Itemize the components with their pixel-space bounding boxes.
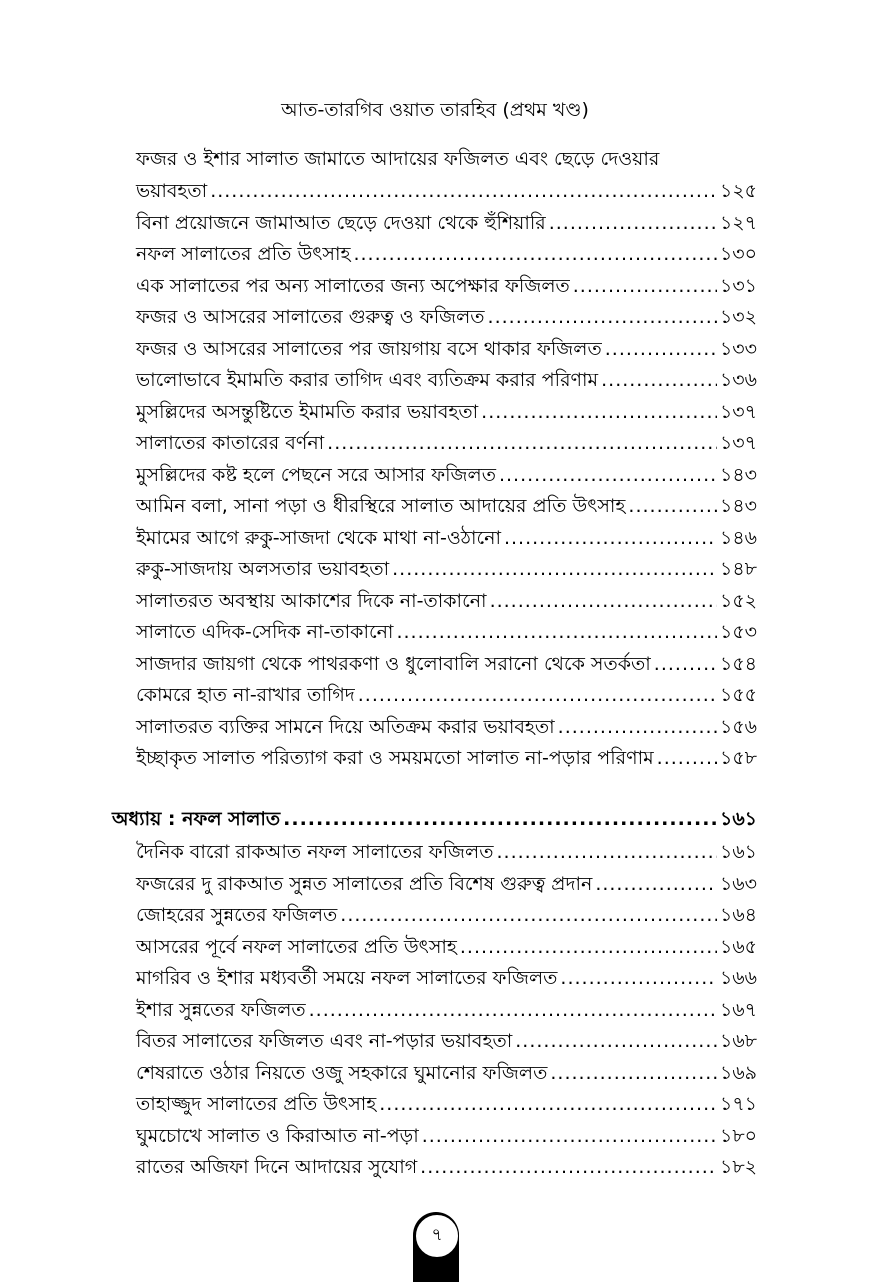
toc-entry-page: ১৬১	[719, 808, 757, 830]
toc-entry	[136, 838, 757, 870]
toc-entry	[136, 303, 757, 335]
toc-entry-page: ১৩২	[719, 306, 757, 328]
dot-leader	[358, 684, 717, 706]
toc-entry	[136, 1122, 757, 1154]
toc-entry	[136, 681, 757, 713]
dot-leader	[309, 999, 717, 1021]
dot-leader	[657, 747, 717, 769]
dot-leader	[460, 936, 717, 958]
toc-entry	[136, 366, 757, 398]
toc-entry-title: রুকু-সাজদায় অলসতার ভয়াবহতা	[136, 558, 390, 580]
dot-leader	[549, 212, 717, 234]
dot-leader	[422, 1125, 717, 1147]
toc-entry-page: ১৫৬	[719, 715, 757, 738]
dot-leader	[340, 904, 717, 926]
dot-leader	[550, 1062, 717, 1084]
toc-entry	[136, 429, 757, 461]
toc-entry	[136, 713, 757, 745]
dot-leader	[327, 432, 717, 454]
dot-leader	[654, 653, 717, 675]
dot-leader	[515, 1030, 717, 1052]
dot-leader	[392, 558, 717, 580]
toc-entry	[136, 587, 757, 619]
toc-entry-page: ১৬৭	[719, 998, 757, 1021]
toc-entry-title: মাগরিব ও ইশার মধ্যবর্তী সময়ে নফল সালাতের ফজিলত	[136, 967, 558, 989]
toc-entry-title: জোহরের সুন্নতের ফজিলত	[136, 904, 338, 926]
dot-leader	[496, 841, 717, 863]
toc-entry-page: ১৪৩	[719, 463, 757, 486]
toc-entry-page: ১৩৭	[719, 432, 757, 454]
toc-entry-page: ১৫২	[719, 589, 757, 612]
toc-entry-page: ১৬৩	[719, 872, 757, 895]
toc-entry-title: কোমরে হাত না-রাখার তাগিদ	[136, 684, 355, 706]
dot-leader	[560, 967, 717, 989]
dot-leader	[420, 1156, 717, 1178]
dot-leader	[488, 306, 717, 328]
toc-entry-title: ইমামের আগে রুকু-সাজদা থেকে মাথা না-ওঠানো	[136, 526, 501, 549]
toc-entry-page: ১৬১	[719, 841, 757, 863]
toc-entry	[136, 492, 757, 524]
toc-entry-page: ১৬৫	[719, 935, 757, 958]
toc-entry-title: দৈনিক বারো রাকআত নফল সালাতের ফজিলত	[136, 841, 494, 863]
toc-entry-page: ১২৫	[719, 180, 757, 202]
toc-entry	[136, 618, 757, 650]
toc-entry-title: আমিন বলা, সানা পড়া ও ধীরস্থিরে সালাত আদায়ের প্রতি উৎসাহ	[136, 495, 626, 517]
toc-entry	[136, 996, 757, 1028]
toc-entry-page: ১২৭	[719, 211, 757, 234]
dot-leader	[595, 873, 717, 895]
toc-entry	[136, 240, 757, 272]
dot-leader	[605, 338, 717, 360]
dot-leader	[396, 621, 717, 643]
toc-entry-page: ১৩৬	[719, 369, 757, 391]
toc-entry	[136, 555, 757, 587]
toc-entry-page: ১৭১	[719, 1093, 757, 1115]
toc-entry-title: ফজর ও আসরের সালাতের পর জায়গায় বসে থাকার ফজিলত	[136, 337, 602, 360]
dot-leader	[353, 243, 717, 265]
toc-entry	[136, 209, 757, 241]
toc-entry-title: রাতের অজিফা দিনে আদায়ের সুযোগ	[136, 1156, 418, 1178]
toc-entry-page: ১৪৩	[719, 495, 757, 517]
toc-entry-title: মুসল্লিদের কষ্ট হলে পেছনে সরে আসার ফজিলত	[136, 463, 496, 486]
toc-entry-page: ১৫৪	[720, 652, 757, 675]
toc-entry-title: এক সালাতের পর অন্য সালাতের জন্য অপেক্ষার ফজিলত	[136, 274, 570, 297]
dot-leader	[490, 590, 717, 612]
toc-entry-page: ১৪৬	[719, 526, 757, 549]
dot-leader	[210, 180, 717, 202]
toc-entry-wrapped-line: ফজর ও ইশার সালাত জামাতে আদায়ের ফজিলত এবং ছেড়ে দেওয়ার	[136, 148, 660, 170]
running-header: আত-তারগিব ওয়াত তারহিব (প্রথম খণ্ড)	[281, 99, 589, 121]
toc-entry-title: তাহাজ্জুদ সালাতের প্রতি উৎসাহ	[136, 1093, 377, 1115]
toc-entry-page: ১৬৮	[719, 1030, 757, 1052]
page-number: ৭	[415, 1214, 459, 1258]
toc-entry	[136, 901, 757, 933]
toc-entry-page: ১৩৭	[719, 400, 757, 423]
toc-entry	[136, 335, 757, 367]
chapter-heading	[112, 805, 757, 837]
toc-entry-title: নফল সালাতের প্রতি উৎসাহ	[136, 243, 351, 265]
toc-entry-page: ১৫৫	[720, 684, 757, 706]
toc-entry-page: ১৮০	[719, 1124, 757, 1147]
toc-entry	[136, 272, 757, 304]
toc-entry-title: সালাতে এদিক-সেদিক না-তাকানো	[136, 621, 394, 643]
toc-entry-title: ফজরের দু রাকআত সুন্নত সালাতের প্রতি বিশেষ গুরুত্ব প্রদান	[136, 872, 593, 895]
toc-entry-title: সালাতরত অবস্থায় আকাশের দিকে না-তাকানো	[136, 589, 487, 612]
dot-leader	[601, 369, 717, 391]
dot-leader	[573, 275, 717, 297]
toc-entry-page: ১৫৮	[720, 747, 757, 769]
toc-entry-page: ১৩১	[719, 274, 757, 297]
dot-leader	[499, 464, 717, 486]
toc-entry-title: ভয়াবহতা	[136, 180, 208, 202]
toc-entry-title: শেষরাতে ওঠার নিয়তে ওজু সহকারে ঘুমানোর ফজিলত	[136, 1061, 548, 1084]
toc-entry-page: ১৫৩	[719, 621, 757, 643]
dot-leader	[481, 401, 717, 423]
toc-entry-title: ইচ্ছাকৃত সালাত পরিত্যাগ করা ও সময়মতো সালাত না-পড়ার পরিণাম	[136, 747, 654, 769]
toc-entry	[136, 1153, 757, 1185]
dot-leader	[558, 716, 717, 738]
toc-entry-page: ১৬৪	[719, 904, 757, 926]
toc-entry-page: ১৬৬	[719, 967, 757, 989]
toc-entry	[136, 1059, 757, 1091]
toc-entry-page: ১৪৮	[720, 558, 757, 580]
toc-entry	[136, 1090, 757, 1122]
toc-entry	[136, 933, 757, 965]
dot-leader	[283, 808, 717, 830]
toc-entry-title: আসরের পূর্বে নফল সালাতের প্রতি উৎসাহ	[136, 935, 457, 958]
toc-entry	[136, 964, 757, 996]
toc-entry-title: অধ্যায় : নফল সালাত	[112, 808, 281, 830]
toc-entry-page: ১৮২	[719, 1156, 757, 1178]
toc-entry-page: ১৬৯	[719, 1061, 757, 1084]
toc-entry-title: সাজদার জায়গা থেকে পাথরকণা ও ধুলোবালি সরানো থেকে সতর্কতা	[136, 652, 651, 675]
toc-entry	[136, 1027, 757, 1059]
toc-entry	[136, 461, 757, 493]
toc-entry-title: সালাতের কাতারের বর্ণনা	[136, 432, 325, 454]
toc-entry	[136, 870, 757, 902]
toc-entry-page: ১৩০	[719, 243, 757, 265]
toc-entry	[136, 524, 757, 556]
toc-entry-title: ইশার সুন্নতের ফজিলত	[136, 998, 306, 1021]
dot-leader	[628, 495, 717, 517]
toc-entry-title: ভালোভাবে ইমামতি করার তাগিদ এবং ব্যতিক্রম করার পরিণাম	[136, 369, 599, 391]
toc-entry-title: ঘুমচোখে সালাত ও কিরাআত না-পড়া	[136, 1124, 419, 1147]
toc-entry-page: ১৩৩	[719, 337, 757, 360]
toc-entry	[136, 398, 757, 430]
toc-entry	[136, 177, 757, 209]
toc-entry-title: বিনা প্রয়োজনে জামাআত ছেড়ে দেওয়া থেকে হুঁশিয়ারি	[136, 211, 546, 234]
toc-entry-title: বিতর সালাতের ফজিলত এবং না-পড়ার ভয়াবহতা	[136, 1030, 513, 1052]
toc-entry	[136, 744, 757, 776]
toc-entry-title: ফজর ও আসরের সালাতের গুরুত্ব ও ফজিলত	[136, 306, 485, 328]
toc-entry	[136, 650, 757, 682]
dot-leader	[504, 527, 717, 549]
toc-entry-title: মুসল্লিদের অসন্তুষ্টিতে ইমামতি করার ভয়াবহতা	[136, 400, 479, 423]
dot-leader	[379, 1093, 717, 1115]
toc-entry-title: সালাতরত ব্যক্তির সামনে দিয়ে অতিক্রম করার ভয়াবহতা	[136, 715, 555, 738]
